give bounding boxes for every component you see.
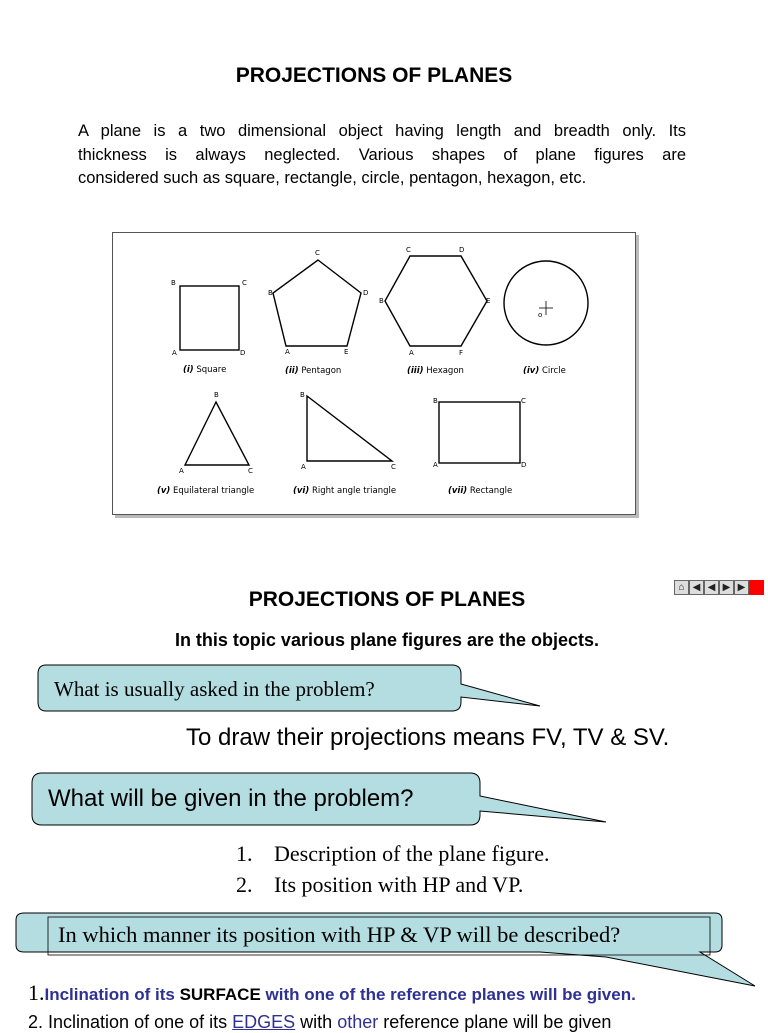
label-B: B [300,391,305,399]
label-D: D [363,289,369,297]
label-B: B [268,289,273,297]
caption-hexagon: (iii) Hexagon [407,366,464,376]
caption-square: (i) Square [183,365,227,375]
caption-circle: (iv) Circle [523,366,566,376]
label-C: C [521,397,526,405]
label-C: C [242,279,247,287]
caption-right-triangle: (vi) Right angle triangle [293,486,397,496]
slide1-title: PROJECTIONS OF PLANES [235,64,513,87]
label-C: C [315,249,320,257]
answer-projections: To draw their projections means FV, TV & SV. [186,724,670,751]
prev-icon[interactable]: ◀ [704,580,719,595]
label-D: D [240,349,246,357]
caption-rectangle: (vii) Rectangle [448,486,513,496]
intro-line: A plane is a two dimensional object having length and breadth only. Its [78,122,686,140]
label-D: D [459,246,465,254]
slide2-title: PROJECTIONS OF PLANES [248,588,526,611]
label-D: D [521,461,527,469]
label-O: o [538,311,543,319]
first-icon[interactable]: ◀ [689,580,704,595]
home-icon[interactable]: ⌂ [674,580,689,595]
label-C: C [248,467,253,475]
point-surface: 1.Inclination of its SURFACE with one of the reference planes will be given. [28,980,636,1005]
label-F: F [459,349,464,357]
caption-pentagon: (ii) Pentagon [285,366,342,376]
label-A: A [301,463,306,471]
last-icon[interactable]: ▶ [734,580,749,595]
label-A: A [285,348,290,356]
intro-line: considered such as square, rectangle, circle, pentagon, hexagon, etc. [78,169,587,187]
label-A: A [179,467,184,475]
given-list [236,838,550,900]
slide2-subtitle: In this topic various plane figures are the objects. [174,630,600,650]
label-A: A [409,349,414,357]
next-icon[interactable]: ▶ [719,580,734,595]
label-E: E [486,297,491,305]
label-C: C [406,246,411,254]
label-E: E [344,348,349,356]
list-item: 2. Its position with HP and VP. [236,872,524,897]
question-asked: What is usually asked in the problem? [54,677,375,701]
label-A: A [172,349,177,357]
label-C: C [391,463,396,471]
label-A: A [433,461,438,469]
label-B: B [379,297,384,305]
label-B: B [214,391,219,399]
question-given: What will be given in the problem? [48,785,414,812]
label-B: B [171,279,176,287]
point-edges: 2. Inclination of one of its EDGES with other reference plane will be given [28,1012,612,1032]
label-B: B [433,397,438,405]
question-manner: In which manner its position with HP & VP will be described? [58,922,621,947]
list-item: 1. Description of the plane figure. [236,841,550,866]
intro-line: thickness is always neglected. Various shapes of plane figures are [78,145,686,164]
caption-equilateral: (v) Equilateral triangle [157,486,255,496]
